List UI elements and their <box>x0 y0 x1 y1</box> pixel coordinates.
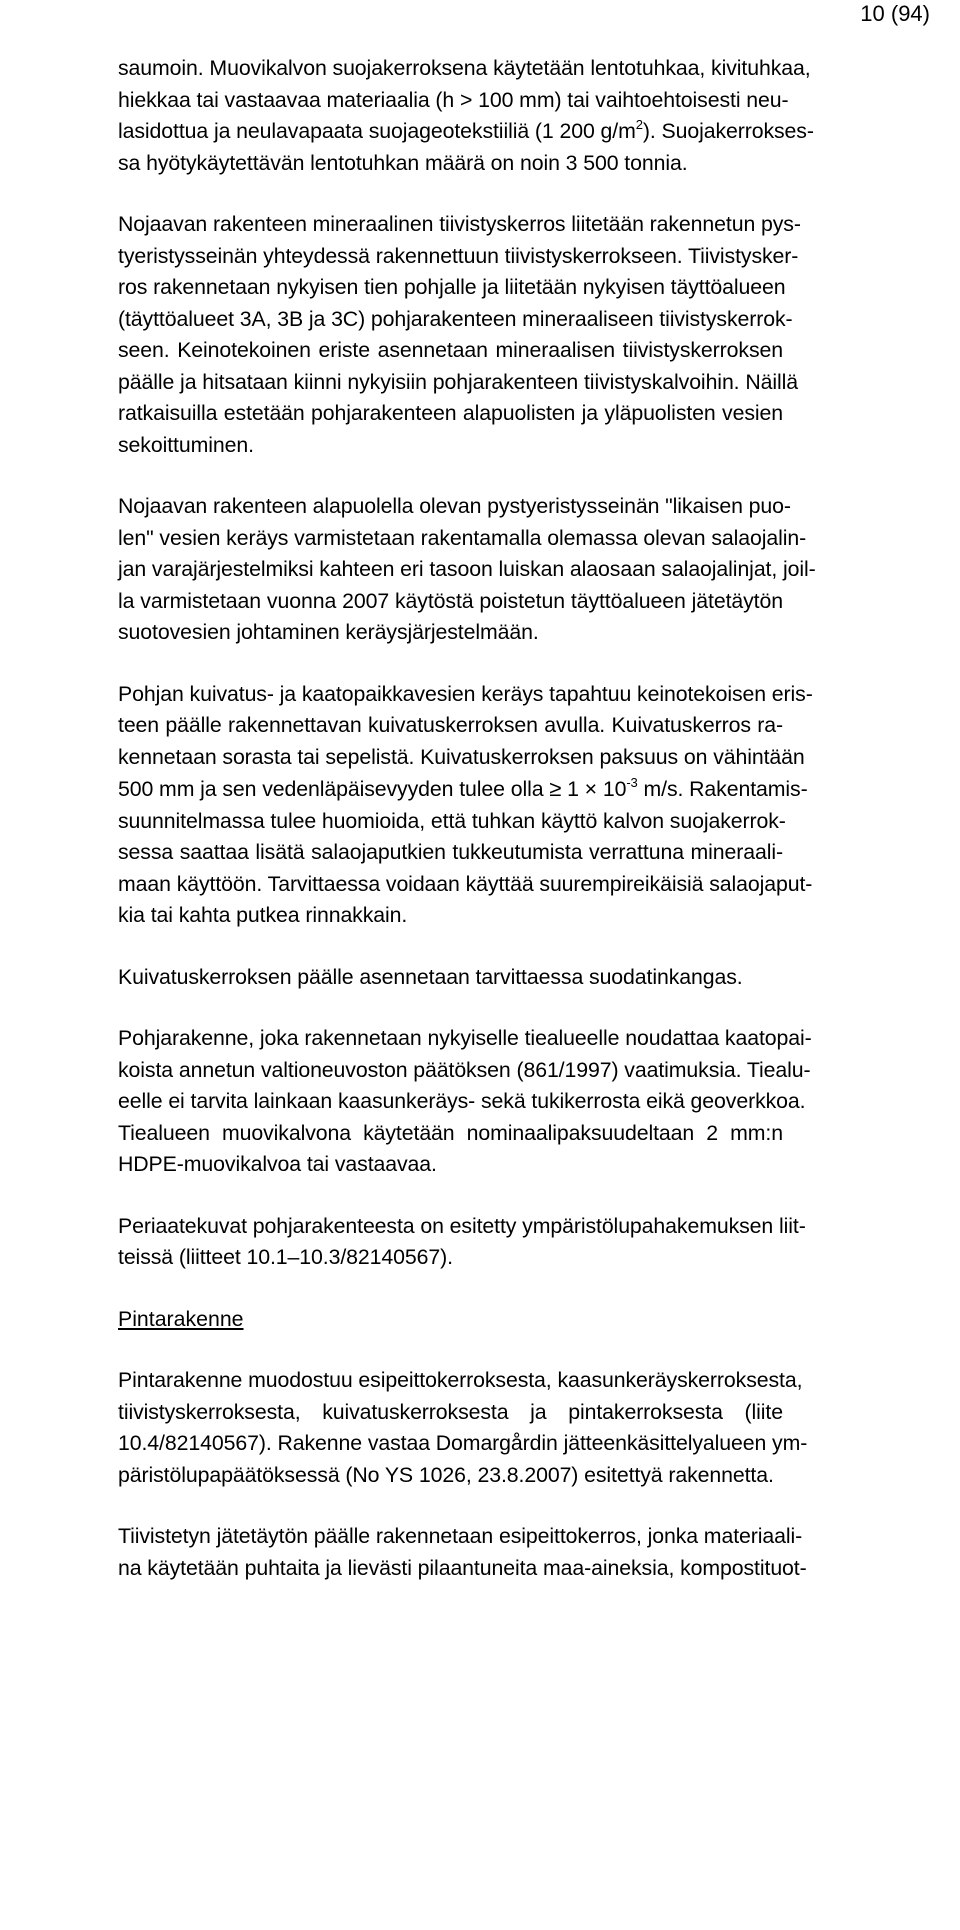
text-line: päristölupapäätöksessä (No YS 1026, 23.8.2007) esitettyä rakennetta. <box>118 1462 774 1487</box>
text-line: ratkaisuilla estetään pohjarakenteen alapuolisten ja yläpuolisten vesien <box>118 401 783 425</box>
text-line <box>118 116 814 148</box>
text-line: eelle ei tarvita lainkaan kaasunkeräys- sekä tukikerrosta eikä geoverkkoa. <box>118 1089 806 1113</box>
paragraph-vesien-keräys <box>118 491 816 649</box>
superscript: 2 <box>635 117 643 132</box>
text-line: suotovesien johtaminen keräysjärjestelmään. <box>118 620 539 644</box>
paragraph-periaatekuvat <box>118 1211 806 1274</box>
document-body <box>118 53 816 1614</box>
text-line: na käytetään puhtaita ja lievästi pilaantuneita maa-aineksia, kompostituot- <box>118 1555 807 1580</box>
text-line: kennetaan sorasta tai sepelistä. Kuivatuskerroksen paksuus on vähintään <box>118 744 805 769</box>
text-line: Nojaavan rakenteen mineraalinen tiivistyskerros liitetään rakennetun pys- <box>118 212 801 236</box>
text-line: Pohjarakenne, joka rakennetaan nykyiselle tiealueelle noudattaa kaatopai- <box>118 1026 812 1050</box>
text-fragment: lasidottua ja neulavapaata suojageotekstiiliä (1 200 g/m <box>118 119 636 143</box>
text-fragment: m/s. Rakentamis- <box>643 777 808 801</box>
text-line: sekoittuminen. <box>118 432 254 457</box>
text-line: maan käyttöön. Tarvittaessa voidaan käyttää suurempireikäisiä salaojaput- <box>118 871 813 896</box>
text-line: 10.4/82140567). Rakenne vastaa Domargårdin jätteenkäsittelyalueen ym- <box>118 1431 808 1455</box>
paragraph-suojakerros <box>118 53 814 179</box>
greater-or-equal-symbol: ≥ <box>549 776 562 801</box>
text-line: la varmistetaan vuonna 2007 käytöstä poistetun täyttöalueen jätetäytön <box>118 588 783 613</box>
text-line: Pohjan kuivatus- ja kaatopaikkavesien keräys tapahtuu keinotekoisen eris- <box>118 681 813 706</box>
text-line: Nojaavan rakenteen alapuolella olevan pystyeristysseinän "likaisen puo- <box>118 494 791 518</box>
text-line: jan varajärjestelmiksi kahteen eri tasoon luiskan alaosaan salaojalinjat, joil- <box>118 557 816 581</box>
text-line: suunnitelmassa tulee huomioida, että tuhkan käyttö kalvon suojakerrok- <box>118 808 786 833</box>
text-line: Periaatekuvat pohjarakenteesta on esitetty ympäristölupahakemuksen liit- <box>118 1213 806 1238</box>
text-line: Tiivistetyn jätetäytön päälle rakennetaan esipeittokerros, jonka materiaali- <box>118 1524 803 1548</box>
paragraph-pintarakenne <box>118 1365 808 1491</box>
text-line: tiivistyskerroksesta, kuivatuskerroksesta ja pintakerroksesta (liite <box>118 1399 783 1424</box>
text-line: Kuivatuskerroksen päälle asennetaan tarvittaessa suodatinkangas. <box>118 964 743 989</box>
text-line: ros rakennetaan nykyisen tien pohjalle ja liitetään nykyisen täyttöalueen <box>118 275 786 299</box>
text-line: len" vesien keräys varmistetaan rakentamalla olemassa olevan salaojalin- <box>118 525 807 550</box>
text-line: teissä (liitteet 10.1–10.3/82140567). <box>118 1245 453 1269</box>
text-line: koista annetun valtioneuvoston päätöksen (861/1997) vaatimuksia. Tiealu- <box>118 1057 811 1082</box>
text-line: teen päälle rakennettavan kuivatuskerroksen avulla. Kuivatuskerros ra- <box>118 713 783 737</box>
text-line: Pintarakenne muodostuu esipeittokerroksesta, kaasunkeräyskerroksesta, <box>118 1368 803 1392</box>
text-line: (täyttöalueet 3A, 3B ja 3C) pohjarakenteen mineraaliseen tiivistyskerrok- <box>118 306 793 331</box>
text-line: kia tai kahta putkea rinnakkain. <box>118 903 408 927</box>
text-line: saumoin. Muovikalvon suojakerroksena käytetään lentotuhkaa, kivituhkaa, <box>118 56 811 80</box>
text-line: sessa saattaa lisätä salaojaputkien tukkeutumista verrattuna mineraali- <box>118 840 783 864</box>
text-line: hiekkaa tai vastaavaa materiaalia (h > 100 mm) tai vaihtoehtoisesti neu- <box>118 87 789 112</box>
page-number: 10 (94) <box>860 1 930 26</box>
paragraph-suodatinkangas <box>118 962 783 994</box>
text-line: päälle ja hitsataan kiinni nykyisiin pohjarakenteen tiivistyskalvoihin. Näillä <box>118 369 798 394</box>
text-line <box>118 773 808 806</box>
paragraph-kuivatus <box>118 679 813 932</box>
text-fragment: 500 mm ja sen vedenläpäisevyyden tulee olla <box>118 777 544 801</box>
text-line: HDPE-muovikalvoa tai vastaavaa. <box>118 1152 437 1176</box>
text-fragment: 1 × 10 <box>567 777 627 801</box>
text-line: sa hyötykäytettävän lentotuhkan määrä on noin 3 500 tonnia. <box>118 150 688 175</box>
paragraph-pohjarakenne <box>118 1023 812 1181</box>
superscript: -3 <box>626 775 638 790</box>
paragraph-tiivistyskerros <box>118 209 801 461</box>
text-line: Tiealueen muovikalvona käytetään nominaalipaksuudeltaan 2 mm:n <box>118 1120 783 1145</box>
text-fragment: ). Suojakerrokses- <box>642 119 814 143</box>
section-heading: Pintarakenne <box>118 1306 244 1331</box>
paragraph-esipeittokerros <box>118 1521 807 1584</box>
text-line: tyeristysseinän yhteydessä rakennettuun tiivistyskerrokseen. Tiivistysker- <box>118 243 799 268</box>
text-line: seen. Keinotekoinen eriste asennetaan mineraalisen tiivistyskerroksen <box>118 338 783 362</box>
